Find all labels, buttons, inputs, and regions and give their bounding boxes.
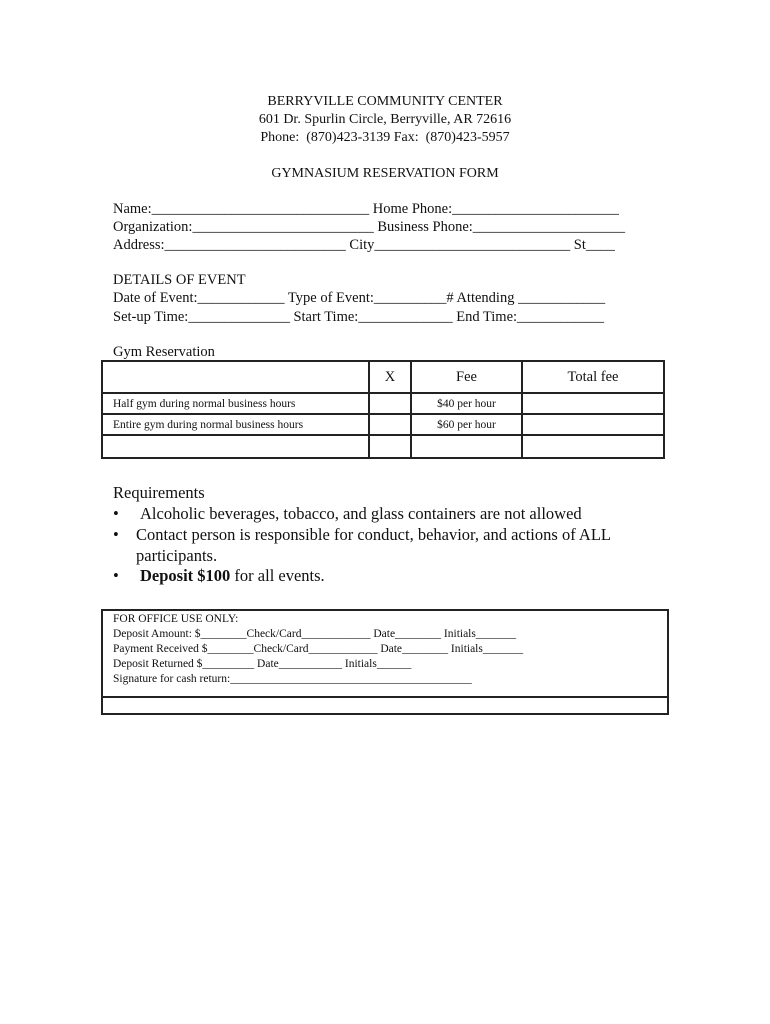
gym-reservation-table [101, 360, 665, 459]
row-description: Half gym during normal business hours [102, 393, 369, 414]
requirement-item: Alcoholic beverages, tobacco, and glass containers are not allowed [140, 504, 582, 523]
row-total-cell[interactable] [522, 435, 664, 458]
office-box-divider [103, 696, 667, 698]
signature-line[interactable]: Signature for cash return:__________________________________________ [113, 673, 472, 685]
column-header-total-fee: Total fee [522, 361, 664, 393]
table-header-row [102, 361, 664, 393]
table-row [102, 393, 664, 414]
column-header-description [102, 361, 369, 393]
requirements-heading: Requirements [113, 483, 205, 502]
row-total-cell[interactable] [522, 414, 664, 435]
org-address: 601 Dr. Spurlin Circle, Berryville, AR 72616 [258, 112, 512, 127]
name-field-line[interactable]: Name:______________________________ Home Phone:_______________________ [113, 201, 619, 217]
deposit-suffix: for all events. [230, 566, 325, 585]
column-header-x: X [369, 361, 411, 393]
office-use-title: FOR OFFICE USE ONLY: [113, 613, 239, 625]
bullet-icon: • [113, 525, 119, 544]
row-description: Entire gym during normal business hours [102, 414, 369, 435]
event-details-heading: DETAILS OF EVENT [113, 272, 246, 288]
row-fee[interactable] [411, 435, 522, 458]
event-date-line[interactable]: Date of Event:____________ Type of Event:__________# Attending ____________ [113, 290, 606, 306]
org-name: BERRYVILLE COMMUNITY CENTER [267, 94, 503, 109]
bullet-icon: • [113, 566, 119, 585]
deposit-amount-bold: Deposit $100 [140, 566, 231, 585]
deposit-amount-line[interactable]: Deposit Amount: $________Check/Card____________ Date________ Initials_______ [113, 628, 517, 640]
row-x-cell[interactable] [369, 393, 411, 414]
form-title: GYMNASIUM RESERVATION FORM [271, 166, 499, 181]
event-time-line[interactable]: Set-up Time:______________ Start Time:_____________ End Time:____________ [113, 309, 605, 325]
requirement-item [140, 566, 325, 586]
requirement-item-continued: participants. [136, 546, 218, 565]
organization-field-line[interactable]: Organization:_________________________ Business Phone:_____________________ [113, 219, 626, 235]
deposit-returned-line[interactable]: Deposit Returned $_________ Date___________ Initials______ [113, 658, 412, 670]
org-phones: Phone: (870)423-3139 Fax: (870)423-5957 [260, 130, 510, 145]
table-row [102, 435, 664, 458]
table-row [102, 414, 664, 435]
bullet-icon: • [113, 504, 119, 523]
gym-table-caption: Gym Reservation [113, 344, 215, 360]
address-field-line[interactable]: Address:_________________________ City___________________________ St____ [113, 237, 615, 253]
row-x-cell[interactable] [369, 414, 411, 435]
row-fee: $40 per hour [411, 393, 522, 414]
column-header-fee: Fee [411, 361, 522, 393]
row-description[interactable] [102, 435, 369, 458]
row-fee: $60 per hour [411, 414, 522, 435]
requirement-item: Contact person is responsible for conduct, behavior, and actions of ALL [136, 525, 611, 544]
row-x-cell[interactable] [369, 435, 411, 458]
payment-received-line[interactable]: Payment Received $________Check/Card____________ Date________ Initials_______ [113, 643, 524, 655]
row-total-cell[interactable] [522, 393, 664, 414]
office-use-box [101, 609, 669, 715]
